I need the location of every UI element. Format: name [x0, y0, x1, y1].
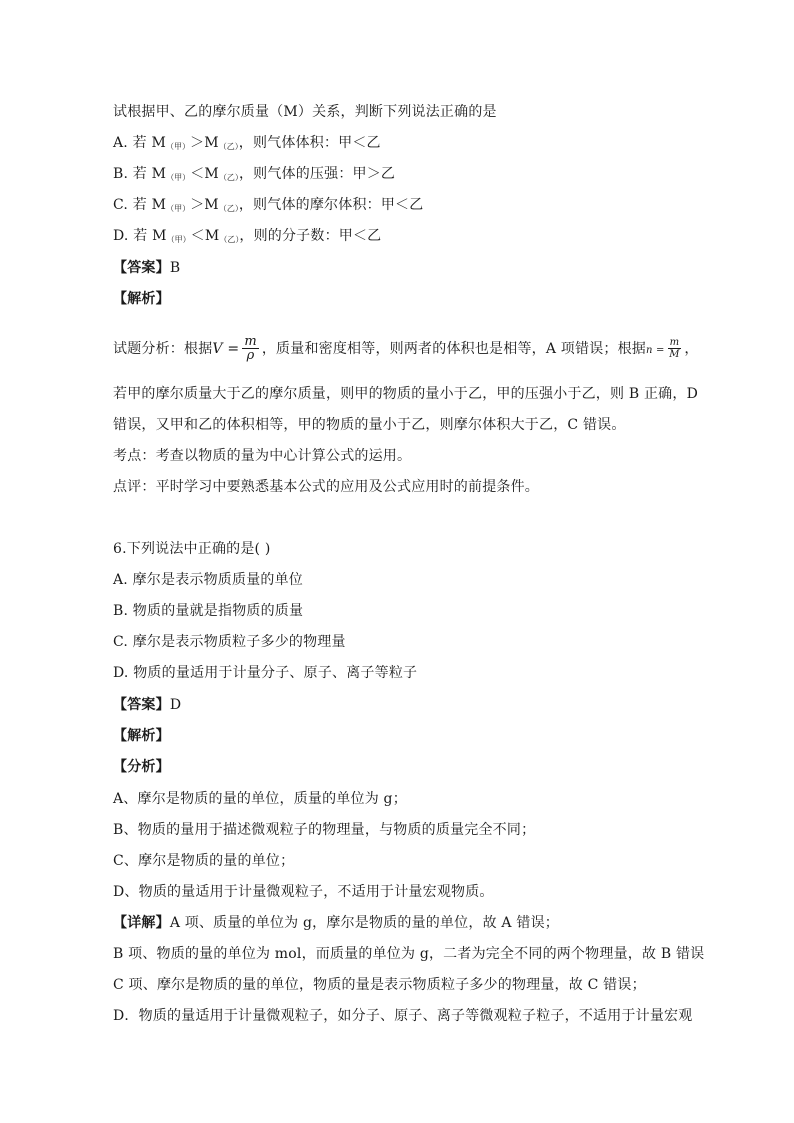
q5-analysis-line2: 若甲的摩尔质量大于乙的摩尔质量，则甲的物质的量小于乙，甲的压强小于乙，则 B 正确，D [113, 386, 699, 402]
q5-option-a: A. 若 $M_{(甲)}>M_{(乙)}$，则气体体积：甲＜乙 [113, 135, 381, 151]
q6-option-a: A. 摩尔是表示物质质量的单位 [113, 572, 304, 588]
q5-stem: 试根据甲、乙的摩尔质量（M）关系，判断下列说法正确的是 [113, 104, 497, 120]
q6-detail-line1: 【详解】A 项、质量的单位为 g，摩尔是物质的量的单位，故 A 错误； [113, 915, 559, 931]
q6-option-b: B. 物质的量就是指物质的质量 [113, 603, 304, 619]
q5-analysis-label: 【解析】 [113, 291, 170, 307]
q6-detail-line2: B 项、物质的量的单位为 mol，而质量的单位为 g，二者为完全不同的两个物理量，故 B 错误 [113, 946, 705, 962]
q6-fenxi-d: D、物质的量适用于计量微观粒子，不适用于计量宏观物质。 [113, 884, 494, 900]
q5-kaodian: 考点：考查以物质的量为中心计算公式的运用。 [113, 448, 412, 464]
q6-option-d: D. 物质的量适用于计量分子、原子、离子等粒子 [113, 665, 418, 681]
q6-answer [113, 695, 181, 715]
formula-v-fraction: $\frac{m}{\rho}$ [244, 334, 257, 363]
formula-n-lhs: n = [646, 345, 665, 356]
answer-label: 【答案】 [113, 697, 170, 713]
q5-analysis-line3: 错误，又甲和乙的体积相等，甲的物质的量小于乙，则摩尔体积大于乙，C 错误。 [113, 417, 626, 433]
q6-option-c: C. 摩尔是表示物质粒子多少的物理量 [113, 634, 346, 650]
formula-n-fraction: $\frac{m}{M}$ [669, 337, 680, 360]
q5-dianping: 点评：平时学习中要熟悉基本公式的应用及公式应用时的前提条件。 [113, 479, 539, 495]
q6-analysis-label: 【解析】 [113, 728, 170, 744]
q5-answer [113, 258, 180, 278]
q6-detail-line4: D．物质的量适用于计量微观粒子，如分子、原子、离子等微观粒子粒子，不适用于计量宏观 [113, 1008, 693, 1024]
q5-option-b: B. 若 $M_{(甲)}<M_{(乙)}$，则气体的压强：甲＞乙 [113, 166, 396, 182]
answer-value: B [169, 260, 181, 276]
q6-detail-line3: C 项、摩尔是物质的量的单位，物质的量是表示物质粒子多少的物理量，故 C 错误； [113, 977, 646, 993]
q5-option-d: D. 若 $M_{(甲)}<M_{(乙)}$，则的分子数：甲＜乙 [113, 228, 382, 244]
q6-fenxi-a: A、摩尔是物质的量的单位，质量的单位为 g； [113, 791, 407, 807]
q6-fenxi-label: 【分析】 [113, 759, 170, 775]
q6-stem: 6.下列说法中正确的是( ) [113, 541, 271, 557]
q6-fenxi-c: C、摩尔是物质的量的单位； [113, 853, 295, 869]
answer-value: D [169, 697, 182, 713]
q5-option-c: C. 若 $M_{(甲)}>M_{(乙)}$，则气体的摩尔体积：甲＜乙 [113, 197, 424, 213]
q5-analysis-line1: 试题分析：根据V = $\frac{m}{\rho}$ ，质量和密度相等，则两者的体积也是相等，A 项错误；根据n = $\frac{m}{M}$ ， [113, 334, 699, 363]
formula-v-lhs: V = [212, 341, 240, 357]
answer-label: 【答案】 [113, 260, 170, 276]
detail-label: 【详解】 [113, 915, 170, 931]
q6-fenxi-b: B、物质的量用于描述微观粒子的物理量，与物质的质量完全不同； [113, 822, 536, 838]
